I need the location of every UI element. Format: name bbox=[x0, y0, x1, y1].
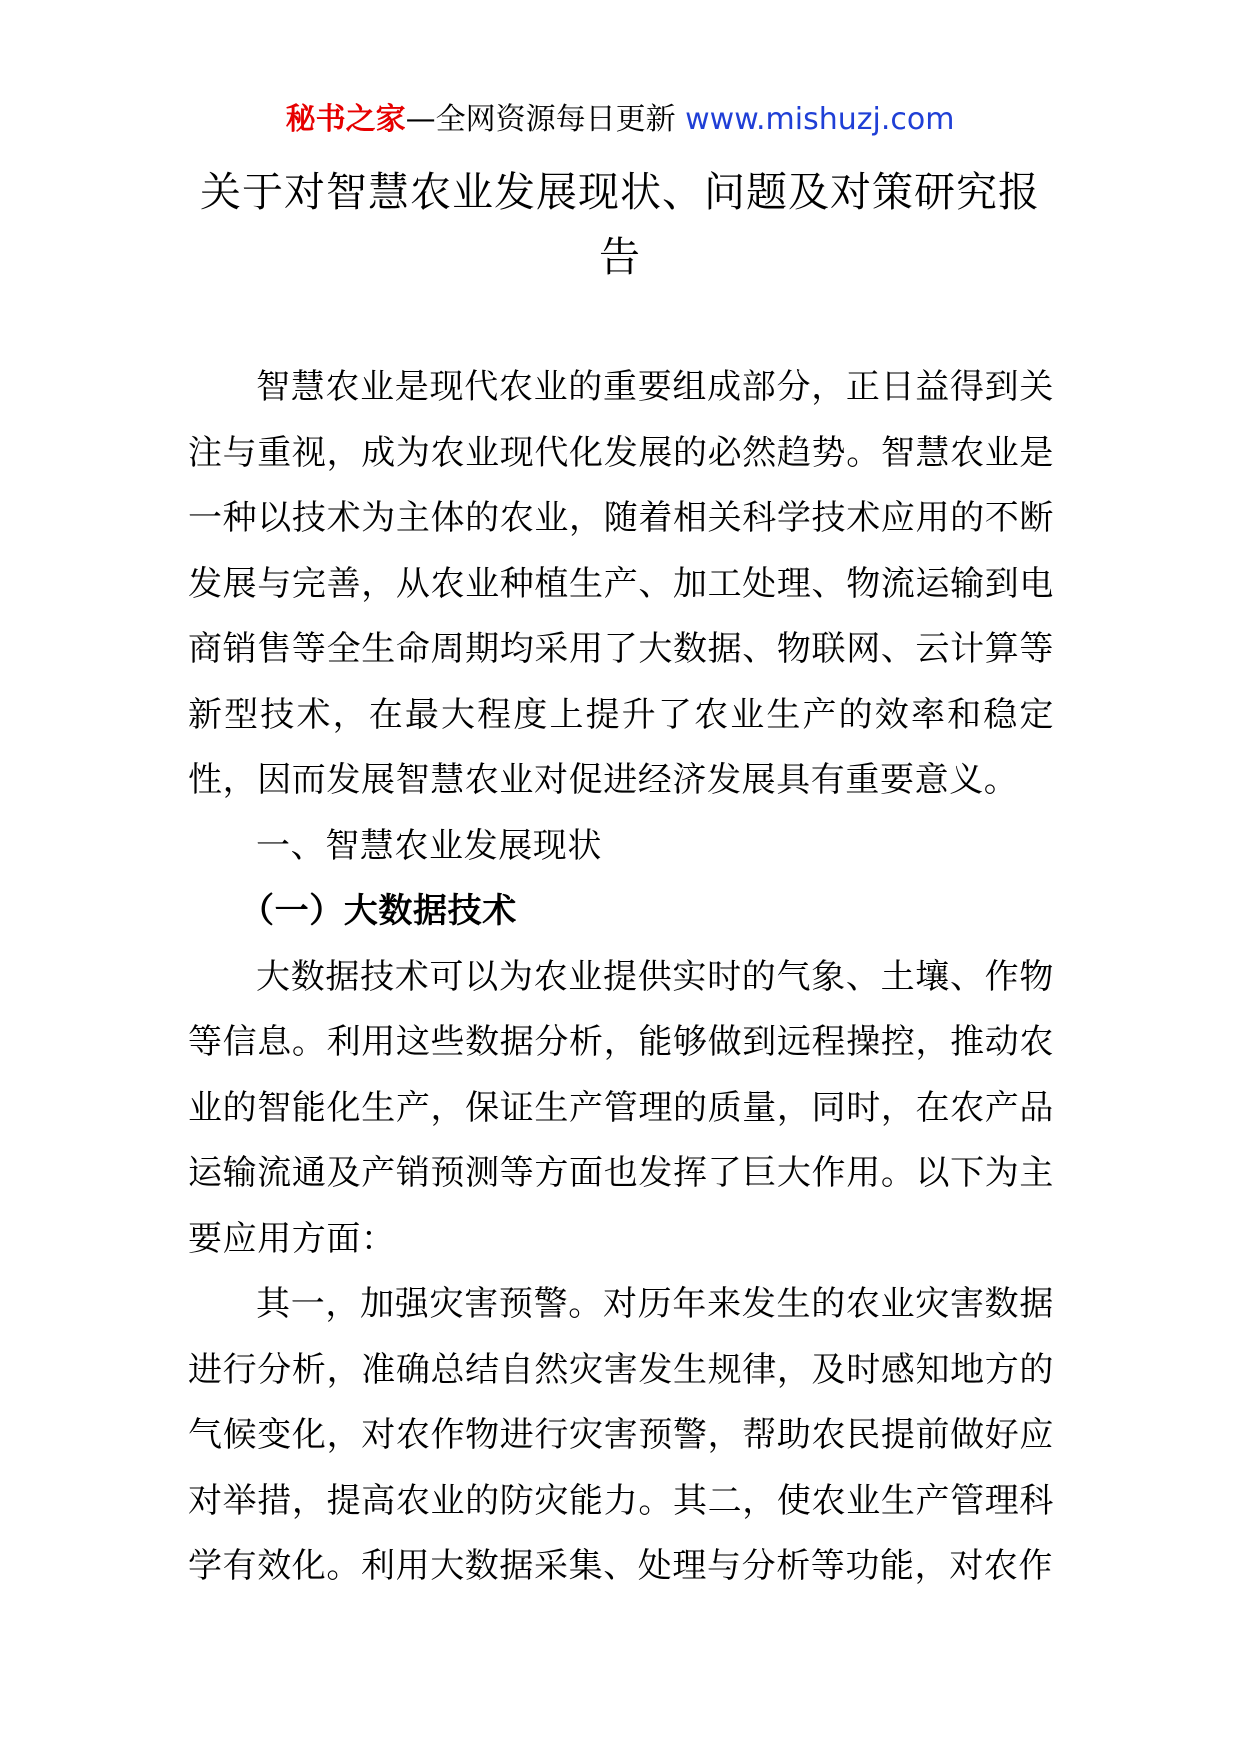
body-paragraph: 其一，加强灾害预警。对历年来发生的农业灾害数据进行分析，准确总结自然灾害发生规律，及时感知地方的气候变化，对农作物进行灾害预警，帮助农民提前做好应对举措，提高农业的防灾能力。其二，使农业生产管理科学有效化。利用大数据采集、处理与分析等功能，对农作 bbox=[188, 1284, 1054, 1586]
document-title: 关于对智慧农业发展现状、问题及对策研究报告 bbox=[200, 168, 1040, 281]
site-banner bbox=[0, 98, 1240, 142]
banner-slogan: —全网资源每日更新 bbox=[405, 102, 686, 137]
banner-url[interactable]: www.mishuzj.com bbox=[685, 102, 955, 137]
document-body bbox=[188, 355, 1054, 1600]
section-heading: 一、智慧农业发展现状 bbox=[256, 825, 602, 866]
body-paragraph: 大数据技术可以为农业提供实时的气象、土壤、作物等信息。利用这些数据分析，能够做到远程操控，推动农业的智能化生产，保证生产管理的质量，同时，在农产品运输流通及产销预测等方面也发挥了巨大作用。以下为主要应用方面： bbox=[188, 956, 1054, 1259]
intro-paragraph: 智慧农业是现代农业的重要组成部分，正日益得到关注与重视，成为农业现代化发展的必然趋势。智慧农业是一种以技术为主体的农业，随着相关科学技术应用的不断发展与完善，从农业种植生产、加工处理、物流运输到电商销售等全生命周期均采用了大数据、物联网、云计算等新型技术，在最大程度上提升了农业生产的效率和稳定性，因而发展智慧农业对促进经济发展具有重要意义。 bbox=[188, 367, 1054, 800]
subsection-heading: （一）大数据技术 bbox=[240, 891, 517, 931]
banner-brand: 秘书之家 bbox=[285, 102, 406, 137]
